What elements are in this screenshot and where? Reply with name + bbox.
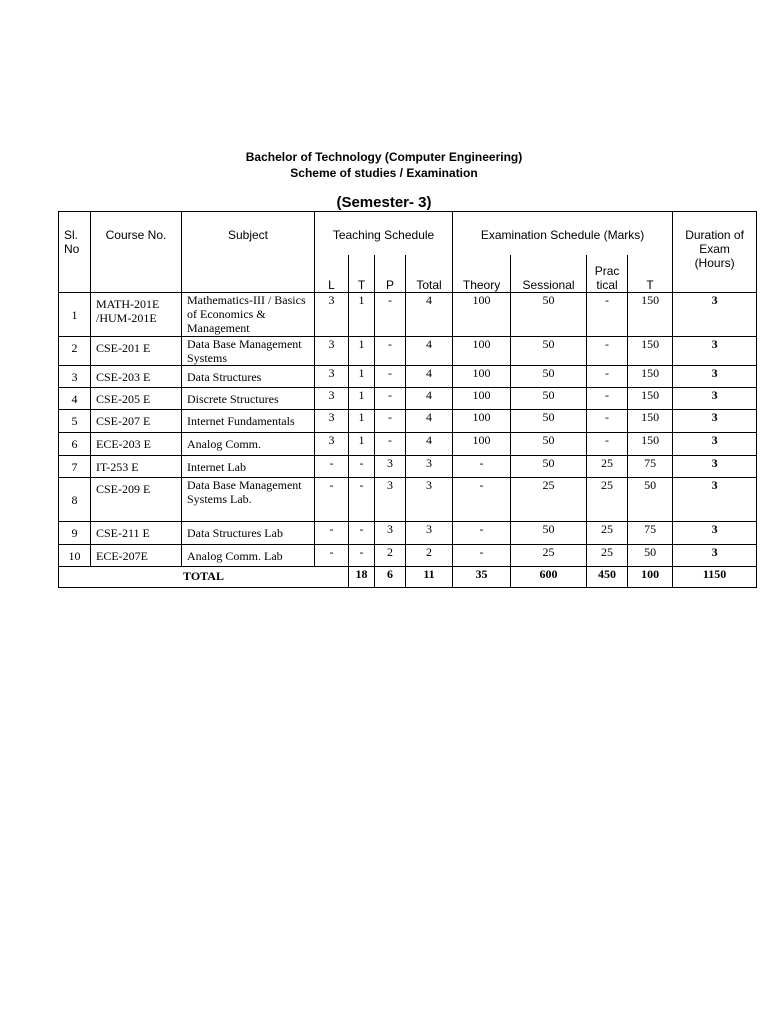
row-duration: 3 xyxy=(673,388,757,410)
row-total: 4 xyxy=(406,366,453,388)
total-sessional: 450 xyxy=(587,567,628,588)
table-row xyxy=(59,456,757,478)
row-t: - xyxy=(349,478,375,522)
row-theory: 100 xyxy=(453,293,511,337)
row-practical: 25 xyxy=(587,545,628,567)
row-duration: 3 xyxy=(673,433,757,456)
row-t: - xyxy=(349,545,375,567)
row-subject: Discrete Structures xyxy=(182,388,315,410)
total-t: 6 xyxy=(375,567,406,588)
total-p: 11 xyxy=(406,567,453,588)
table-row xyxy=(59,410,757,433)
row-total: 3 xyxy=(406,522,453,545)
row-exam-t: 150 xyxy=(628,433,673,456)
row-l: 3 xyxy=(315,388,349,410)
row-course-no: IT-253 E xyxy=(91,456,182,478)
row-practical: - xyxy=(587,433,628,456)
row-sl-no: 6 xyxy=(59,433,91,456)
row-sl-no: 9 xyxy=(59,522,91,545)
row-p: - xyxy=(375,433,406,456)
row-t: 1 xyxy=(349,410,375,433)
header-l: L xyxy=(315,255,349,293)
row-t: 1 xyxy=(349,337,375,366)
table-row xyxy=(59,478,757,522)
row-l: 3 xyxy=(315,366,349,388)
header-duration: Duration of Exam (Hours) xyxy=(673,212,757,293)
row-t: 1 xyxy=(349,293,375,337)
header-examination-schedule: Examination Schedule (Marks) xyxy=(453,212,673,255)
row-p: 3 xyxy=(375,456,406,478)
row-sessional: 50 xyxy=(511,433,587,456)
table-row xyxy=(59,522,757,545)
row-duration: 3 xyxy=(673,456,757,478)
row-course-no: CSE-209 E xyxy=(91,478,182,522)
row-subject: Data Base Management Systems xyxy=(182,337,315,366)
header-p: P xyxy=(375,255,406,293)
row-exam-t: 150 xyxy=(628,410,673,433)
row-subject: Data Structures xyxy=(182,366,315,388)
header-total: Total xyxy=(406,255,453,293)
row-subject: Data Base Management Systems Lab. xyxy=(182,478,315,522)
row-total: 4 xyxy=(406,293,453,337)
row-p: 3 xyxy=(375,478,406,522)
row-l: - xyxy=(315,545,349,567)
row-practical: 25 xyxy=(587,522,628,545)
document-title: Bachelor of Technology (Computer Engineering) xyxy=(245,150,523,164)
row-course-no: CSE-205 E xyxy=(91,388,182,410)
row-l: 3 xyxy=(315,410,349,433)
row-exam-t: 50 xyxy=(628,545,673,567)
header-exam-t: T xyxy=(628,255,673,293)
row-course-no: CSE-201 E xyxy=(91,337,182,366)
row-duration: 3 xyxy=(673,293,757,337)
row-sessional: 25 xyxy=(511,545,587,567)
row-subject: Analog Comm. xyxy=(182,433,315,456)
row-sessional: 50 xyxy=(511,293,587,337)
row-t: - xyxy=(349,522,375,545)
row-sl-no: 2 xyxy=(59,337,91,366)
row-total: 4 xyxy=(406,337,453,366)
table-row xyxy=(59,293,757,337)
row-p: 3 xyxy=(375,522,406,545)
row-practical: 25 xyxy=(587,456,628,478)
row-duration: 3 xyxy=(673,337,757,366)
row-t: 1 xyxy=(349,433,375,456)
row-practical: - xyxy=(587,366,628,388)
row-sl-no: 10 xyxy=(59,545,91,567)
row-t: 1 xyxy=(349,366,375,388)
table-row xyxy=(59,366,757,388)
scheme-table xyxy=(58,211,757,588)
row-course-no: ECE-207E xyxy=(91,545,182,567)
row-p: - xyxy=(375,410,406,433)
row-theory: 100 xyxy=(453,410,511,433)
row-sessional: 50 xyxy=(511,337,587,366)
header-course-no: Course No. xyxy=(91,212,182,293)
row-course-no: CSE-203 E xyxy=(91,366,182,388)
row-subject: Internet Fundamentals xyxy=(182,410,315,433)
table-row xyxy=(59,337,757,366)
row-total: 3 xyxy=(406,456,453,478)
row-practical: 25 xyxy=(587,478,628,522)
row-sessional: 50 xyxy=(511,522,587,545)
row-sl-no: 8 xyxy=(59,478,91,522)
row-theory: 100 xyxy=(453,433,511,456)
row-theory: - xyxy=(453,545,511,567)
row-sessional: 50 xyxy=(511,410,587,433)
row-course-no: MATH-201E /HUM-201E xyxy=(91,293,182,337)
row-p: 2 xyxy=(375,545,406,567)
row-exam-t: 75 xyxy=(628,522,673,545)
row-subject: Analog Comm. Lab xyxy=(182,545,315,567)
row-total: 4 xyxy=(406,433,453,456)
row-subject: Mathematics-III / Basics of Economics & Management xyxy=(182,293,315,337)
document-subtitle: Scheme of studies / Examination xyxy=(290,166,478,180)
row-sessional: 50 xyxy=(511,366,587,388)
row-p: - xyxy=(375,388,406,410)
row-course-no: CSE-207 E xyxy=(91,410,182,433)
row-p: - xyxy=(375,293,406,337)
row-total: 4 xyxy=(406,388,453,410)
row-subject: Data Structures Lab xyxy=(182,522,315,545)
total-l: 18 xyxy=(349,567,375,588)
row-sessional: 50 xyxy=(511,456,587,478)
row-l: 3 xyxy=(315,433,349,456)
row-total: 4 xyxy=(406,410,453,433)
total-theory: 600 xyxy=(511,567,587,588)
row-practical: - xyxy=(587,388,628,410)
row-t: 1 xyxy=(349,388,375,410)
row-theory: - xyxy=(453,456,511,478)
row-p: - xyxy=(375,366,406,388)
row-sl-no: 5 xyxy=(59,410,91,433)
row-l: - xyxy=(315,478,349,522)
row-total: 3 xyxy=(406,478,453,522)
table-row xyxy=(59,545,757,567)
row-duration: 3 xyxy=(673,478,757,522)
header-theory: Theory xyxy=(453,255,511,293)
row-subject: Internet Lab xyxy=(182,456,315,478)
row-exam-t: 150 xyxy=(628,388,673,410)
header-sessional: Sessional xyxy=(511,255,587,293)
row-l: - xyxy=(315,522,349,545)
row-l: - xyxy=(315,456,349,478)
row-course-no: ECE-203 E xyxy=(91,433,182,456)
row-theory: - xyxy=(453,478,511,522)
row-duration: 3 xyxy=(673,522,757,545)
row-total: 2 xyxy=(406,545,453,567)
row-exam-t: 75 xyxy=(628,456,673,478)
header-teaching-schedule: Teaching Schedule xyxy=(315,212,453,255)
table-row xyxy=(59,388,757,410)
row-exam-t: 150 xyxy=(628,337,673,366)
total-exam-t: 1150 xyxy=(673,567,757,588)
row-theory: - xyxy=(453,522,511,545)
row-l: 3 xyxy=(315,293,349,337)
row-sl-no: 4 xyxy=(59,388,91,410)
header-t: T xyxy=(349,255,375,293)
row-sl-no: 3 xyxy=(59,366,91,388)
header-subject: Subject xyxy=(182,212,315,293)
total-label: TOTAL xyxy=(59,567,349,588)
row-practical: - xyxy=(587,410,628,433)
row-theory: 100 xyxy=(453,337,511,366)
row-sessional: 50 xyxy=(511,388,587,410)
row-exam-t: 150 xyxy=(628,366,673,388)
row-duration: 3 xyxy=(673,366,757,388)
table-row xyxy=(59,433,757,456)
row-theory: 100 xyxy=(453,366,511,388)
row-sl-no: 7 xyxy=(59,456,91,478)
row-exam-t: 150 xyxy=(628,293,673,337)
row-theory: 100 xyxy=(453,388,511,410)
row-duration: 3 xyxy=(673,545,757,567)
total-total: 35 xyxy=(453,567,511,588)
row-duration: 3 xyxy=(673,410,757,433)
row-exam-t: 50 xyxy=(628,478,673,522)
row-practical: - xyxy=(587,293,628,337)
header-practical: Prac tical xyxy=(587,255,628,293)
row-course-no: CSE-211 E xyxy=(91,522,182,545)
row-l: 3 xyxy=(315,337,349,366)
total-row xyxy=(59,567,757,588)
total-practical: 100 xyxy=(628,567,673,588)
row-sessional: 25 xyxy=(511,478,587,522)
semester-heading: (Semester- 3) xyxy=(336,194,432,211)
row-practical: - xyxy=(587,337,628,366)
row-p: - xyxy=(375,337,406,366)
header-sl-no: Sl. No xyxy=(59,212,91,293)
row-sl-no: 1 xyxy=(59,293,91,337)
row-t: - xyxy=(349,456,375,478)
